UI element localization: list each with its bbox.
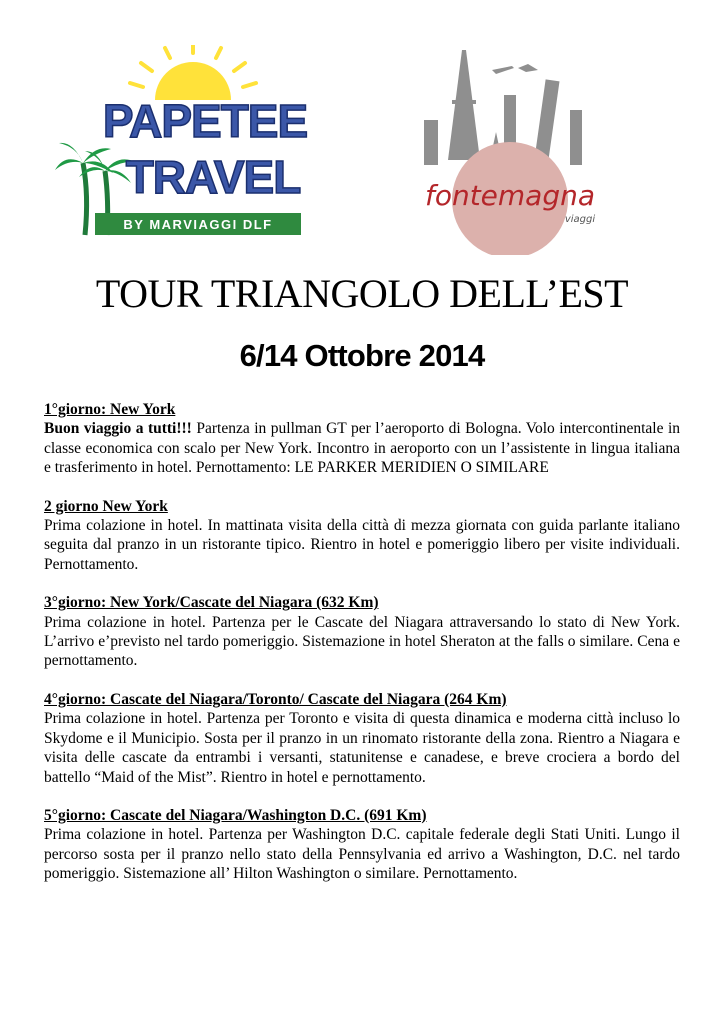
itinerary-day-5	[44, 806, 680, 884]
day-heading: 2 giorno New York	[44, 497, 168, 515]
day-text: Prima colazione in hotel. Partenza per le Cascate del Niagara attraversando lo stato di New York. L’arrivo e’previsto nel tardo pomeriggio. Sistemazione in hotel Sheraton at the falls o similare. Cena e pernottamento.	[44, 613, 680, 670]
papetee-wordmark: PAPETEE	[102, 95, 308, 147]
day-heading: 1°giorno: New York	[44, 401, 176, 418]
page-subtitle: 6/14 Ottobre 2014	[239, 338, 485, 373]
day-heading: 4°giorno: Cascate del Niagara/Toronto/ Cascate del Niagara (264 Km)	[44, 690, 507, 708]
fontemagna-sub: viaggi	[564, 214, 596, 225]
papetee-tagline: BY MARVIAGGI DLF	[123, 217, 273, 232]
travel-wordmark: TRAVEL	[125, 151, 301, 203]
day-text: Partenza in pullman GT per l’aeroporto di Bologna. Volo intercontinentale in classe economica con scalo per New York. Incontro in aeroporto con un l’assistente in lingua italiana e trasferimento in hotel. Pernottamento: LE PARKER MERIDIEN O SIMILARE	[44, 420, 681, 477]
itinerary	[44, 400, 680, 903]
day-heading: 3°giorno: New York/Cascate del Niagara (632 Km)	[44, 594, 379, 612]
itinerary-day-3	[44, 593, 680, 671]
papetee-travel-logo	[55, 45, 315, 245]
day-text: Prima colazione in hotel. Partenza per Washington D.C. capitale federale degli Stati Uniti. Lungo il percorso sosta per il pranzo nello stato della Pennsylvania ed arrivo a Washington, D.C. nel tardo pomeriggio. Sistemazione all’ Hilton Washington o similare. Pernottamento.	[44, 826, 680, 883]
day-description	[44, 613, 680, 671]
day-description	[44, 709, 680, 787]
sun-icon	[130, 45, 256, 100]
fontemagna-logo	[400, 40, 620, 255]
day-description	[44, 825, 680, 883]
itinerary-day-1	[44, 400, 680, 478]
day-text: Prima colazione in hotel. Partenza per Toronto e visita di questa dinamica e moderna città incluso lo Skydome e il Municipio. Sosta per il pranzo in un rinomato ristorante della zona. Rientro a Niagara e visita delle cascate da entrambi i versanti, statunitense e canadese, e breve crociera a bordo del battello “Maid of the Mist”. Rientro in hotel e pernottamento.	[44, 710, 680, 786]
day-lead: Buon viaggio a tutti!!!	[44, 420, 192, 438]
day-description	[44, 419, 680, 477]
logos-header	[0, 0, 724, 270]
page-title: TOUR TRIANGOLO DELL’EST	[95, 271, 629, 316]
fontemagna-wordmark: fontemagna	[424, 179, 596, 212]
itinerary-day-2	[44, 497, 680, 575]
itinerary-day-4	[44, 690, 680, 787]
day-description	[44, 516, 680, 574]
day-heading: 5°giorno: Cascate del Niagara/Washington D.C. (691 Km)	[44, 806, 427, 824]
airplane-icon	[492, 66, 514, 74]
day-text: Prima colazione in hotel. In mattinata visita della città di mezza giornata con guida parlante italiano seguita dal pranzo in un ristorante tipico. Rientro in hotel e pomeriggio libero per visite individuali. Pernottamento.	[44, 517, 680, 573]
